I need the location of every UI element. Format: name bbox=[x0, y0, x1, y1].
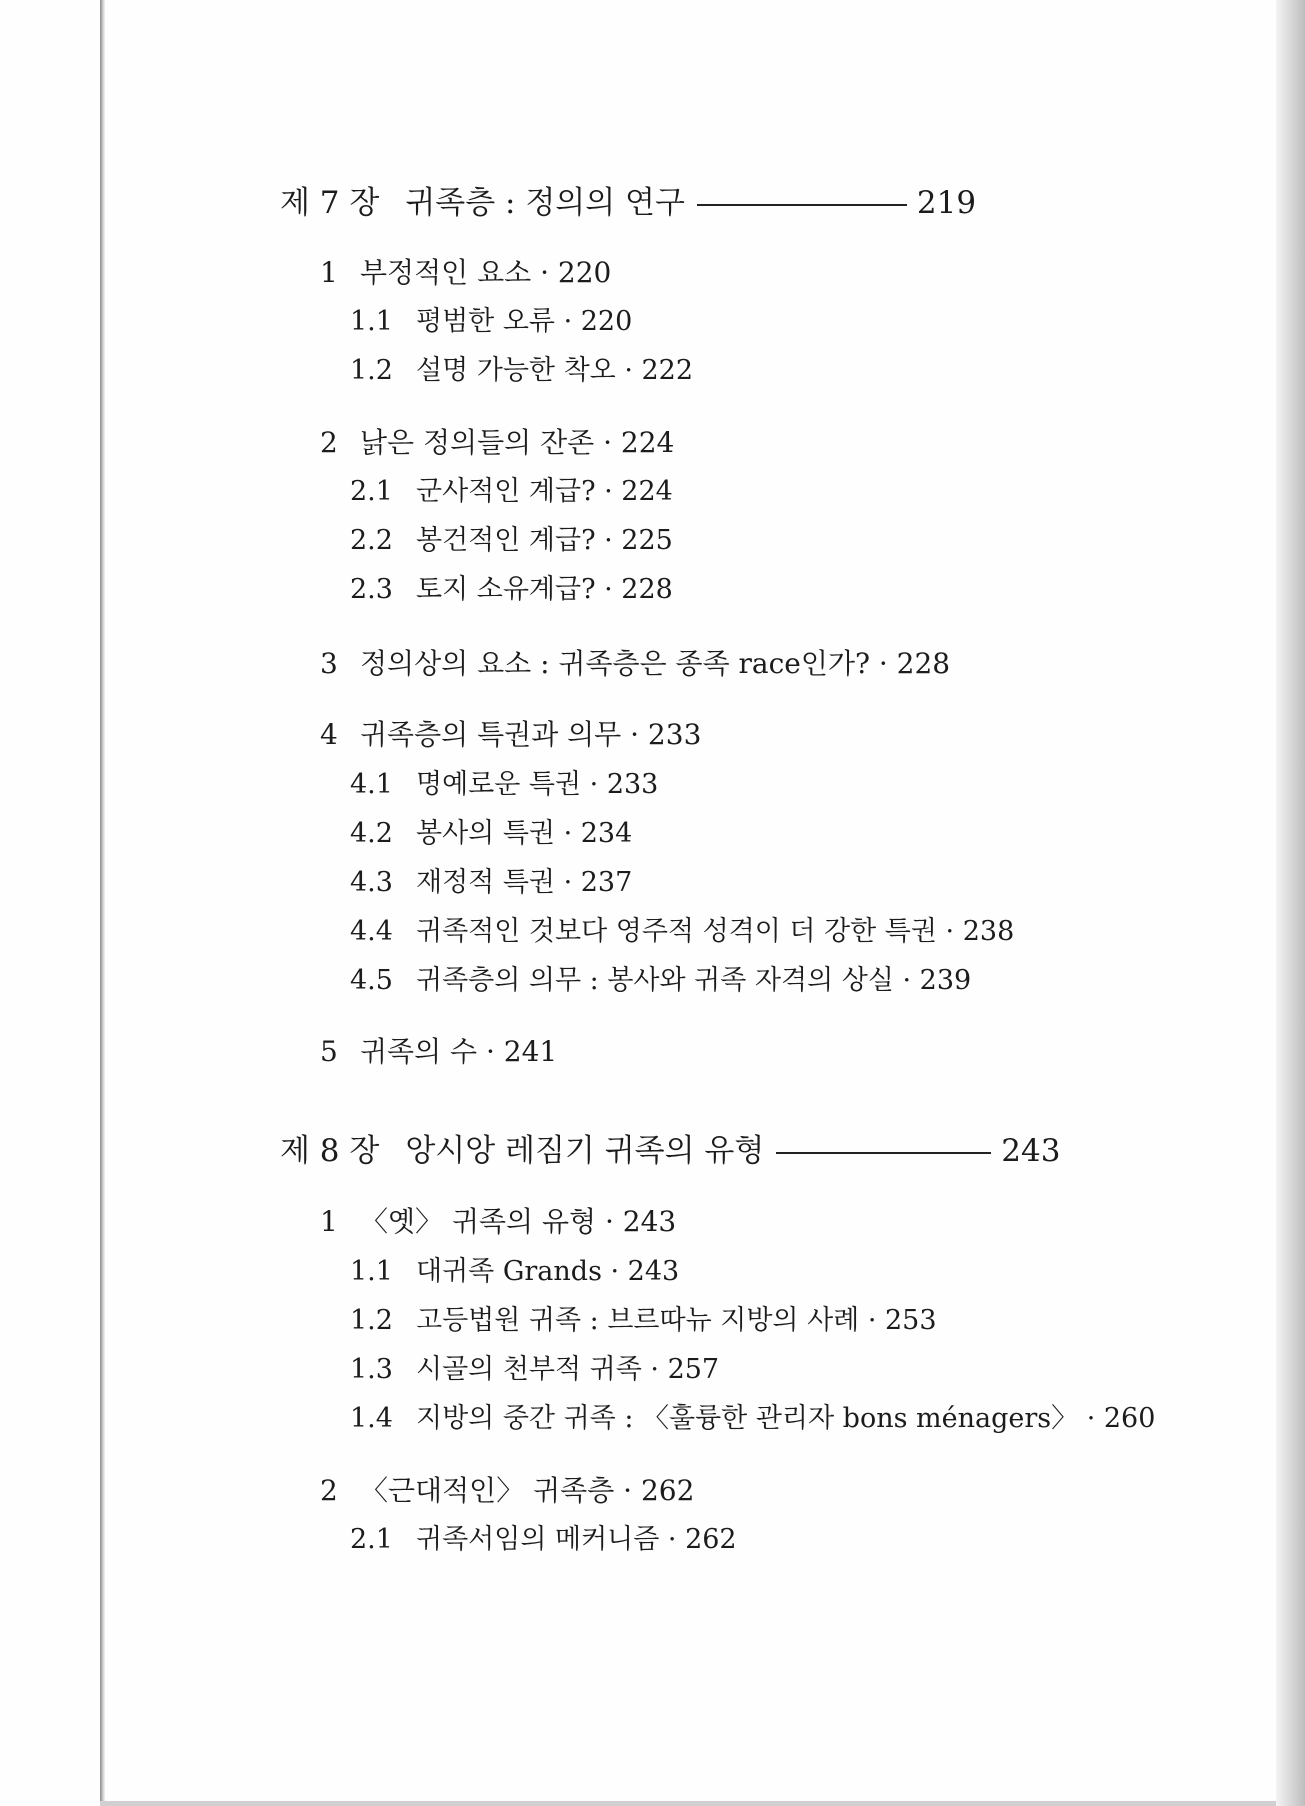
subsection-title: 평범한 오류 · 220 bbox=[416, 306, 633, 337]
toc-section bbox=[320, 426, 675, 459]
toc-subsection bbox=[350, 967, 971, 994]
page-right-edge bbox=[1276, 0, 1305, 1806]
section-title: 부정적인 요소 · 220 bbox=[360, 256, 612, 289]
page-left-edge bbox=[100, 0, 105, 1806]
section-title: 낡은 정의들의 잔존 · 224 bbox=[360, 426, 675, 459]
section-number: 2 bbox=[320, 426, 338, 459]
subsection-title: 시골의 천부적 귀족 · 257 bbox=[416, 1354, 720, 1385]
subsection-number: 2.1 bbox=[350, 476, 393, 507]
chapter-label: 제 8 장 bbox=[280, 1133, 380, 1169]
subsection-title: 봉건적인 계급? · 225 bbox=[416, 525, 673, 556]
subsection-number: 1.3 bbox=[350, 1354, 393, 1385]
subsection-number: 4.5 bbox=[350, 965, 393, 996]
subsection-title: 군사적인 계급? · 224 bbox=[416, 476, 673, 507]
toc-subsection bbox=[350, 1356, 719, 1383]
subsection-number: 1.2 bbox=[350, 355, 393, 386]
toc-subsection bbox=[350, 869, 632, 896]
section-title: 귀족층의 특권과 의무 · 233 bbox=[360, 718, 702, 751]
section-number: 1 bbox=[320, 1205, 338, 1238]
toc-subsection bbox=[350, 1307, 937, 1334]
subsection-title: 고등법원 귀족 : 브르따뉴 지방의 사례 · 253 bbox=[416, 1305, 937, 1336]
subsection-number: 4.1 bbox=[350, 769, 393, 800]
toc-section bbox=[320, 647, 951, 680]
subsection-title: 설명 가능한 착오 · 222 bbox=[416, 355, 694, 386]
subsection-title: 재정적 특권 · 237 bbox=[416, 867, 633, 898]
section-number: 4 bbox=[320, 718, 338, 751]
subsection-title: 토지 소유계급? · 228 bbox=[416, 574, 673, 605]
chapter-page-number: 219 bbox=[916, 185, 977, 221]
subsection-number: 1.1 bbox=[350, 1256, 393, 1287]
chapter-title: 귀족층 : 정의의 연구 bbox=[405, 185, 685, 221]
leader-rule bbox=[776, 1152, 991, 1154]
subsection-number: 1.4 bbox=[350, 1403, 393, 1434]
toc-subsection bbox=[350, 308, 632, 335]
toc-subsection bbox=[350, 820, 632, 847]
section-number: 2 bbox=[320, 1474, 338, 1507]
chapter-title: 앙시앙 레짐기 귀족의 유형 bbox=[405, 1133, 765, 1169]
section-number: 1 bbox=[320, 256, 338, 289]
subsection-title: 귀족층의 의무 : 봉사와 귀족 자격의 상실 · 239 bbox=[416, 965, 972, 996]
subsection-number: 2.1 bbox=[350, 1524, 393, 1555]
chapter-heading bbox=[280, 1133, 1061, 1169]
chapter-label: 제 7 장 bbox=[280, 185, 380, 221]
toc-subsection bbox=[350, 918, 1014, 945]
toc-section bbox=[320, 1035, 558, 1068]
toc-section bbox=[320, 718, 702, 751]
section-number: 5 bbox=[320, 1035, 338, 1068]
section-title: 〈근대적인〉 귀족층 · 262 bbox=[360, 1474, 695, 1507]
subsection-title: 대귀족 Grands · 243 bbox=[416, 1256, 680, 1287]
toc-subsection bbox=[350, 1526, 737, 1553]
toc-section bbox=[320, 1474, 695, 1507]
leader-rule bbox=[697, 204, 907, 206]
chapter-page-number: 243 bbox=[1001, 1133, 1061, 1169]
subsection-title: 귀족적인 것보다 영주적 성격이 더 강한 특권 · 238 bbox=[416, 916, 1015, 947]
section-title: 정의상의 요소 : 귀족층은 종족 race인가? · 228 bbox=[360, 647, 951, 680]
toc-section bbox=[320, 1205, 677, 1238]
toc-subsection bbox=[350, 771, 658, 798]
subsection-number: 2.3 bbox=[350, 574, 393, 605]
toc-section bbox=[320, 256, 612, 289]
subsection-number: 4.3 bbox=[350, 867, 393, 898]
subsection-title: 귀족서임의 메커니즘 · 262 bbox=[416, 1524, 737, 1555]
chapter-heading bbox=[280, 185, 977, 221]
section-title: 귀족의 수 · 241 bbox=[360, 1035, 558, 1068]
section-number: 3 bbox=[320, 647, 338, 680]
toc-subsection bbox=[350, 357, 693, 384]
toc-subsection bbox=[350, 576, 673, 603]
subsection-number: 4.4 bbox=[350, 916, 393, 947]
section-title: 〈옛〉 귀족의 유형 · 243 bbox=[360, 1205, 677, 1238]
page-bottom-edge bbox=[100, 1801, 1276, 1806]
toc-subsection bbox=[350, 527, 673, 554]
subsection-title: 봉사의 특권 · 234 bbox=[416, 818, 633, 849]
toc-subsection bbox=[350, 1405, 1155, 1432]
subsection-number: 2.2 bbox=[350, 525, 393, 556]
toc-subsection bbox=[350, 478, 673, 505]
subsection-number: 4.2 bbox=[350, 818, 393, 849]
subsection-title: 지방의 중간 귀족 : 〈훌륭한 관리자 bons ménagers〉 · 260 bbox=[416, 1403, 1156, 1434]
subsection-number: 1.2 bbox=[350, 1305, 393, 1336]
subsection-title: 명예로운 특권 · 233 bbox=[416, 769, 659, 800]
toc-subsection bbox=[350, 1258, 679, 1285]
subsection-number: 1.1 bbox=[350, 306, 393, 337]
